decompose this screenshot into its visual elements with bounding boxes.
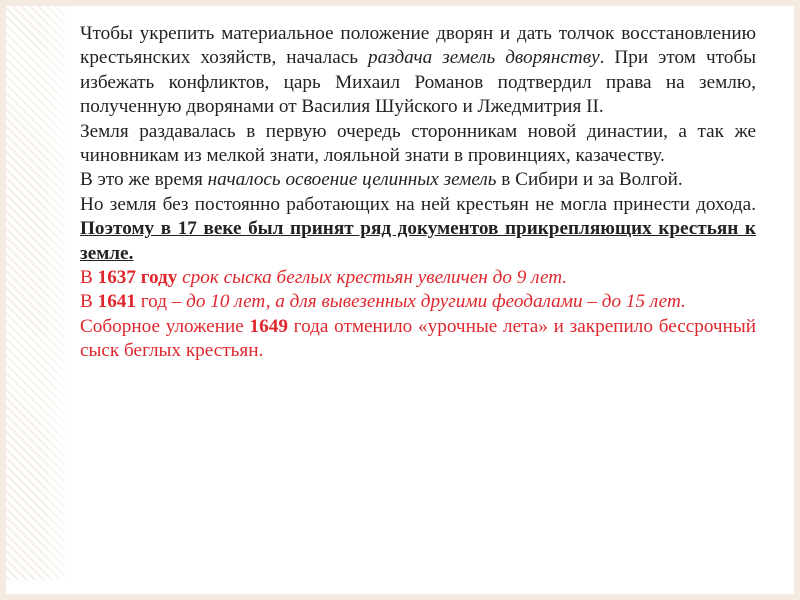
stripes-fade	[40, 0, 80, 580]
p7-text-a: Соборное уложение	[80, 315, 250, 337]
paragraph-1649	[80, 315, 756, 364]
p6-year: 1641	[97, 291, 136, 313]
p5-text-c: срок сыска беглых крестьян увеличен до 9 лет.	[177, 267, 568, 289]
border-left	[0, 0, 6, 600]
paragraph-virgin-lands	[80, 168, 756, 192]
border-right	[794, 0, 800, 600]
p5-year: 1637 году	[97, 267, 178, 289]
paragraph-1637	[80, 266, 756, 290]
p7-year: 1649	[249, 315, 288, 337]
p6-text-d: – до 10 лет, а для вывезенных другими феодалами – до 15 лет.	[166, 291, 686, 313]
paragraph-serfdom-documents	[80, 193, 756, 266]
p3-emphasis: началось освоение целинных земель	[207, 169, 497, 191]
paragraph-1641	[80, 290, 756, 314]
p1-text-c: . При этом чтобы избежать конфликтов, царь Михаил Романов подтвердил права на землю, полученную дворянами от Василия Шуйского и Лжедмитрия II.	[80, 47, 756, 118]
p4-text-a: Но земля без постоянно работающих на ней крестьян не могла принести дохода.	[80, 193, 756, 215]
p5-text-a: В	[80, 267, 98, 289]
p3-text-c: в Сибири и за Волгой.	[496, 169, 683, 191]
p7-text-c: года отменило «урочные лета» и закрепило бессрочный сыск беглых крестьян.	[80, 315, 756, 362]
slide-text-body	[80, 22, 756, 364]
border-bottom	[0, 594, 800, 600]
paragraph-land-grants	[80, 22, 756, 120]
p4-emphasis: Поэтому в 17 веке был принят ряд документов прикрепляющих крестьян к земле.	[80, 218, 756, 264]
p1-text-a: Чтобы укрепить материальное положение дворян и дать толчок восстановлению крестьянских хозяйств, началась	[80, 23, 756, 69]
border-top	[0, 0, 800, 6]
p3-text-a: В это же время	[80, 169, 208, 191]
paragraph-distribution: Земля раздавалась в первую очередь сторонникам новой династии, а так же чиновникам из мелкой знати, лояльной знати в провинциях, казачеству.	[80, 120, 756, 167]
p6-text-c: год	[135, 291, 167, 313]
p6-text-a: В	[80, 291, 98, 313]
p1-emphasis: раздача земель дворянству	[368, 47, 600, 69]
